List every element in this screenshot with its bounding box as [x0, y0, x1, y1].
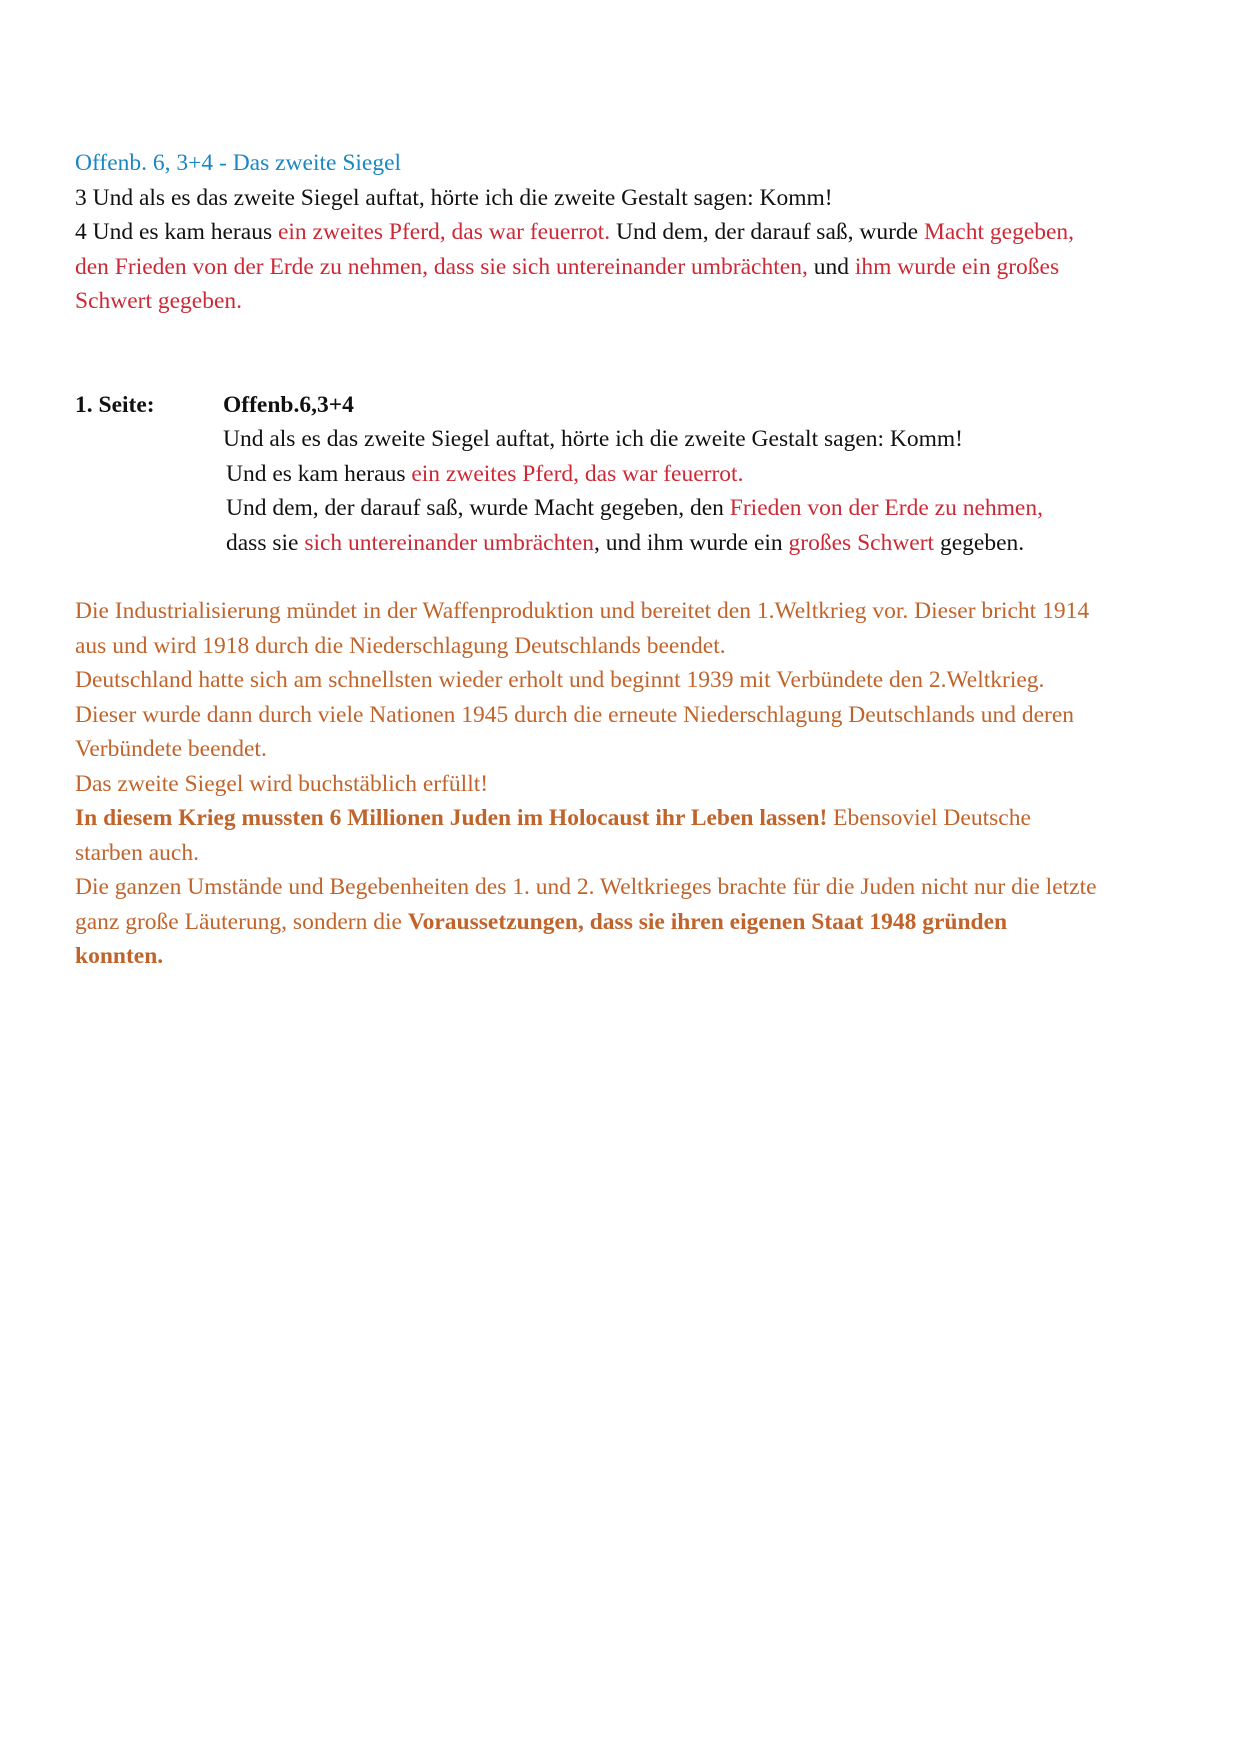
seite-line-4	[223, 526, 1185, 561]
seite-highlight: sich untereinander umbrächten	[304, 529, 595, 556]
verse4-text: 4 Und es kam heraus	[75, 219, 278, 245]
intro-heading: Offenb. 6, 3+4 - Das zweite Siegel	[75, 150, 402, 176]
seite-line-3	[223, 491, 1185, 526]
commentary-line: konnten.	[75, 943, 164, 969]
commentary-line	[75, 801, 1185, 836]
seite-text: Und es kam heraus	[226, 460, 412, 487]
commentary-text: ganz große Läuterung, sondern die	[75, 908, 408, 935]
seite-text: , und ihm wurde ein	[594, 529, 789, 556]
seite-text: gegeben.	[934, 529, 1025, 556]
seite-highlight: Frieden von der Erde zu nehmen,	[729, 495, 1043, 521]
commentary-line: Die ganzen Umstände und Begebenheiten des 1. und 2. Weltkrieges brachte für die Juden nicht nur die letzte	[75, 874, 1097, 900]
commentary-section	[75, 594, 1185, 974]
spacer	[75, 319, 1185, 388]
seite-highlight: ein zweites Pferd, das war feuerrot.	[411, 460, 744, 487]
spacer	[75, 560, 1185, 594]
commentary-text: Ebensoviel Deutsche	[827, 805, 1031, 831]
verse4-highlight: ihm wurde ein großes	[854, 253, 1060, 280]
seite-section	[75, 388, 1185, 561]
seite-text: dass sie	[226, 529, 305, 556]
commentary-line	[75, 905, 1185, 940]
verse4-highlight: ein zweites Pferd, das war feuerrot.	[277, 219, 611, 245]
intro-section	[75, 146, 1185, 319]
verse4-highlight: Macht gegeben,	[923, 219, 1075, 245]
verse4-text: und	[807, 253, 855, 280]
intro-verse-4-line-1	[75, 215, 1185, 250]
verse4-text: Und dem, der darauf saß, wurde	[610, 219, 924, 245]
seite-body	[223, 388, 1185, 561]
document-page	[75, 146, 1185, 974]
intro-verse-3: 3 Und als es das zweite Siegel auftat, hörte ich die zweite Gestalt sagen: Komm!	[75, 184, 833, 211]
seite-reference: Offenb.6,3+4	[223, 391, 354, 418]
commentary-emphasis: Voraussetzungen, dass sie ihren eigenen Staat 1948 gründen	[407, 908, 1008, 935]
commentary-line: Deutschland hatte sich am schnellsten wieder erholt und beginnt 1939 mit Verbündete den 2.Weltkrieg.	[75, 667, 1045, 693]
commentary-line: starben auch.	[75, 839, 199, 866]
commentary-line: Dieser wurde dann durch viele Nationen 1945 durch die erneute Niederschlagung Deutschlands und deren	[75, 701, 1075, 728]
commentary-line: Das zweite Siegel wird buchstäblich erfüllt!	[75, 770, 489, 797]
verse4-highlight: den Frieden von der Erde zu nehmen, dass sie sich untereinander umbrächten,	[75, 253, 808, 280]
commentary-emphasis: In diesem Krieg mussten 6 Millionen Juden im Holocaust ihr Leben lassen!	[75, 805, 828, 831]
seite-text: Und dem, der darauf saß, wurde Macht gegeben, den	[226, 495, 730, 521]
seite-label: 1. Seite:	[75, 391, 155, 418]
seite-highlight: großes Schwert	[788, 529, 935, 556]
intro-verse-4-line-2	[75, 250, 1185, 285]
intro-verse-4-line-3: Schwert gegeben.	[75, 288, 243, 314]
commentary-line: Die Industrialisierung mündet in der Waffenproduktion und bereitet den 1.Weltkrieg vor. Dieser bricht 1914	[75, 598, 1090, 624]
seite-line-2	[223, 457, 1185, 492]
seite-line-1: Und als es das zweite Siegel auftat, hörte ich die zweite Gestalt sagen: Komm!	[223, 426, 964, 452]
commentary-line: aus und wird 1918 durch die Niederschlagung Deutschlands beendet.	[75, 632, 726, 659]
commentary-line: Verbündete beendet.	[75, 736, 267, 762]
